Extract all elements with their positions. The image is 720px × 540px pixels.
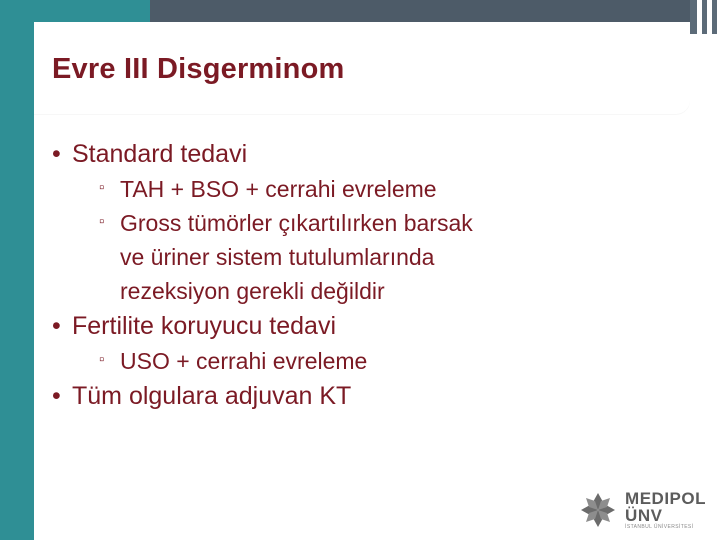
bullet-item: [44, 136, 684, 172]
bullet-item: [44, 344, 684, 378]
header-stripe-1: [697, 0, 702, 34]
logo-sub: ÜNV: [625, 506, 663, 525]
bullet-text: TAH + BSO + cerrahi evreleme: [120, 176, 437, 202]
logo-emblem-icon: [578, 490, 618, 530]
logo-name: MEDIPOL: [625, 489, 706, 508]
bullet-marker-icon: ▫: [99, 179, 105, 196]
bullet-marker-icon: ▫: [99, 351, 105, 368]
bullet-marker-icon: •: [52, 312, 61, 340]
bullet-text: USO + cerrahi evreleme: [120, 348, 368, 374]
bullet-text-continuation: ve üriner sistem tutulumlarında: [120, 244, 435, 270]
slide-title: Evre III Disgerminom: [52, 53, 345, 85]
bullet-item: [44, 206, 684, 240]
left-accent-bar-lower: [0, 110, 34, 540]
bullet-item: [44, 172, 684, 206]
header-stripe-2: [707, 0, 712, 34]
bullet-text: Standard tedavi: [72, 140, 248, 168]
bullet-marker-icon: •: [52, 382, 61, 410]
institution-logo: [578, 490, 706, 530]
bullet-item: [44, 308, 684, 344]
bullet-item: [44, 378, 684, 414]
bullet-marker-icon: ▫: [99, 213, 105, 230]
bullet-text: Gross tümörler çıkartılırken barsak: [120, 210, 473, 236]
bullet-marker-icon: •: [52, 140, 61, 168]
logo-tagline: İSTANBUL ÜNİVERSİTESİ: [625, 524, 694, 530]
bullet-text: Fertilite koruyucu tedavi: [72, 312, 337, 340]
logo-wordmark: [625, 490, 706, 530]
bullet-text: Tüm olgulara adjuvan KT: [72, 382, 352, 410]
slide-body: [44, 136, 684, 414]
bullet-text-continuation: rezeksiyon gerekli değildir: [120, 278, 385, 304]
